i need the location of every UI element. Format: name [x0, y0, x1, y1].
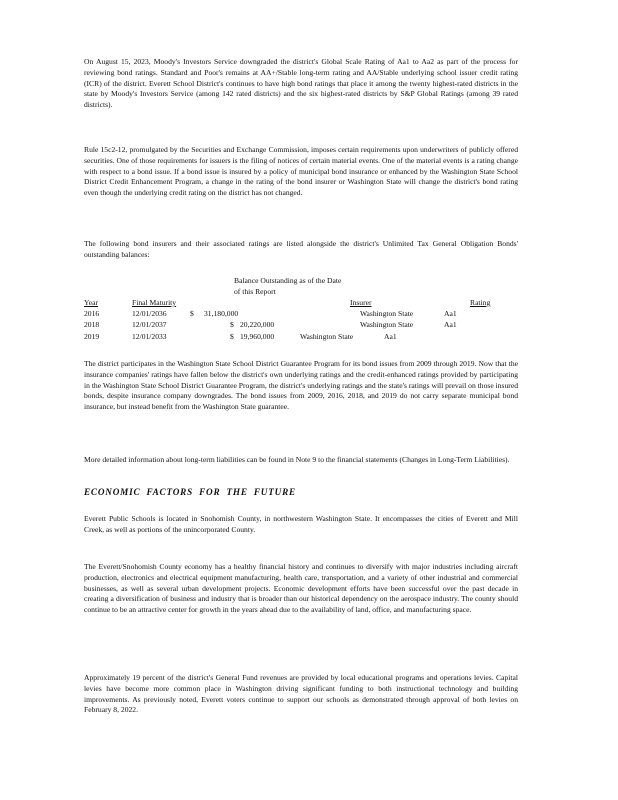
balance-cell: 31,180,000 [204, 309, 239, 318]
balance-cell: 20,220,000 [240, 320, 275, 329]
table-header-row [84, 298, 518, 309]
year-cell: 2019 [84, 332, 100, 341]
district-location-paragraph: Everett Public Schools is located in Snohomish County, in northwestern Washington State. It encompasses the cities of Everett and Mill Creek, as well as portions of the unincorporated County. [84, 514, 518, 534]
year-header: Year [84, 298, 98, 307]
table-row [84, 320, 518, 331]
county-economy-paragraph: The Everett/Snohomish County economy has a healthy financial history and continues to diversify with major industries including aircraft production, electronics and electrical equipment manufacturing, health care, transportation, and a variety of other industrial and commercial businesses, as well as several urban development projects. Economic development efforts have been successful over the past decade in creating a diversification of business and industry that is broader than our historical dependency on the aerospace industry. The county should continue to be an attractive center for growth in the years ahead due to the availability of land, office, and manufacturing space. [84, 562, 518, 615]
dollar-sign-cell: $ [230, 332, 234, 341]
general-fund-revenue-paragraph: Approximately 19 percent of the district's General Fund revenues are provided by local educational programs and operations levies. Capital levies have become more common place in Washington driving significant funding to both instructional technology and building improvements. As previously noted, Everett voters continue to support our schools as demonstrated through approval of both levies on February 8, 2022. [84, 673, 518, 715]
guarantee-program-paragraph: The district participates in the Washington State School District Guarantee Program for its bond issues from 2009 through 2019. Now that the insurance companies' ratings have fallen below the district's own underlying ratings and the credit-enhanced ratings provided by participating in the Washington State School District Guarantee Program, the district's underlying ratings and the state's ratings will prevail on those insured bonds, despite insurance company downgrades. The bond issues from 2009, 2016, 2018, and 2019 do not carry separate municipal bond insurance, but instead benefit from the Washington State guarantee. [84, 359, 518, 412]
table-row [84, 309, 518, 320]
rule-15c2-12-paragraph: Rule 15c2-12, promulgated by the Securities and Exchange Commission, imposes certain requirements upon underwriters of publicly offered securities. One of those requirements for issuers is the filing of notices of certain material events. One of the material events is a rating change with respect to a bond issue. If a bond issue is insured by a policy of municipal bond insurance or enhanced by the Washington State School District Credit Enhancement Program, a change in the rating of the bond insurer or Washington State will change the district's bond rating even though the underlying credit rating on the district has not changed. [84, 145, 518, 198]
bond-insurers-intro-paragraph: The following bond insurers and their associated ratings are listed alongside the district's Unlimited Tax General Obligation Bonds' outstanding balances: [84, 239, 518, 259]
maturity-cell: 12/01/2037 [132, 320, 167, 329]
year-cell: 2016 [84, 309, 100, 318]
dollar-sign-cell: $ [230, 320, 234, 329]
long-term-liabilities-paragraph: More detailed information about long-term liabilities can be found in Note 9 to the financial statements (Changes in Long-Term Liabilities). [84, 455, 510, 464]
insurer-cell: Washington State [300, 332, 354, 341]
balance-column-caption: Balance Outstanding as of the Date of this Report [234, 276, 342, 296]
maturity-header: Final Maturity [132, 298, 177, 307]
rating-cell: Aa1 [444, 320, 457, 329]
insurer-cell: Washington State [360, 320, 414, 329]
rating-header: Rating [470, 298, 491, 307]
table-row [84, 332, 518, 343]
economic-factors-heading: ECONOMIC FACTORS FOR THE FUTURE [84, 487, 296, 497]
balance-cell: 19,960,000 [240, 332, 275, 341]
insurer-cell: Washington State [360, 309, 414, 318]
dollar-sign-cell: $ [190, 309, 194, 318]
insurer-header: Insurer [350, 298, 372, 307]
year-cell: 2018 [84, 320, 100, 329]
bond-ratings-paragraph: On August 15, 2023, Moody's Investors Service downgraded the district's Global Scale Rating of Aa1 to Aa2 as part of the process for reviewing bond ratings. Standard and Poor's remains at AA+/Stable long-term rating and AA/Stable underlying school issuer credit rating (ICR) of the district. Everett School District's continues to have high bond ratings that place it among the twenty highest-rated districts in the state by Moody's Investors Service (among 142 rated districts) and the six highest-rated districts by S&P Global Ratings (among 39 rated districts). [84, 57, 518, 110]
maturity-cell: 12/01/2033 [132, 332, 167, 341]
rating-cell: Aa1 [444, 309, 457, 318]
rating-cell: Aa1 [384, 332, 397, 341]
maturity-cell: 12/01/2036 [132, 309, 167, 318]
